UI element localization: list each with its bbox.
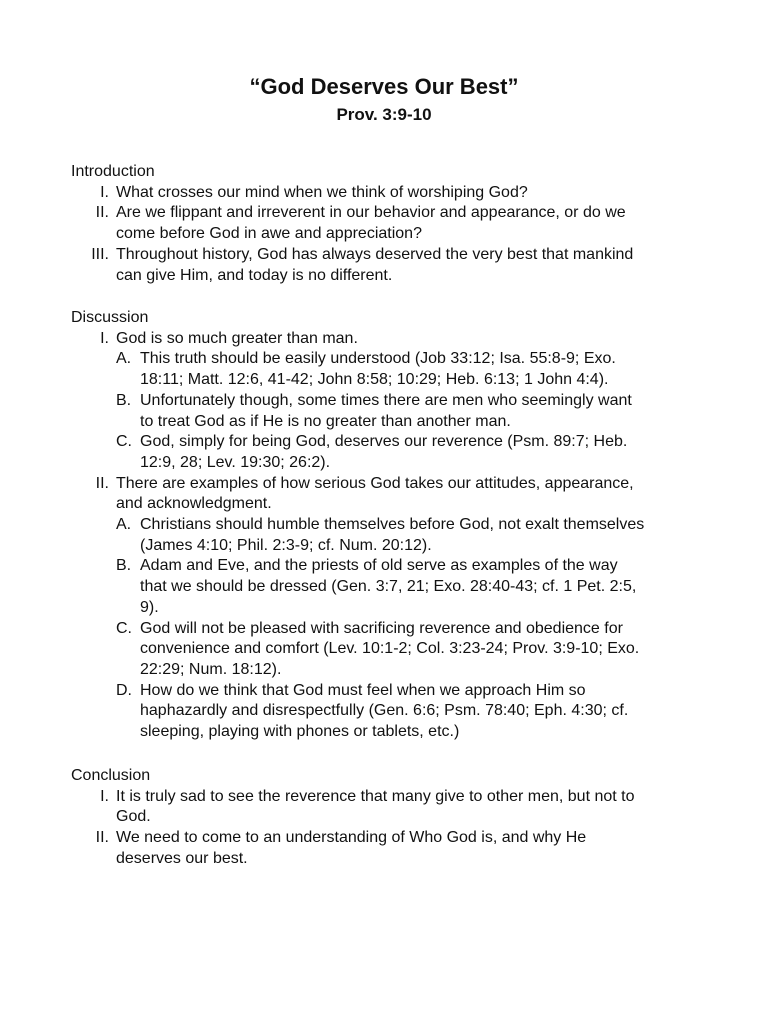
item-text: can give Him, and today is no different. (116, 266, 393, 284)
sub-item-letter: D. (116, 681, 132, 699)
outline-item-line (71, 329, 711, 350)
roman-numeral: II. (95, 204, 109, 222)
outline-item-line (71, 807, 711, 828)
sub-item-line (71, 349, 711, 370)
roman-numeral: II. (95, 829, 109, 847)
roman-numeral: III. (91, 245, 109, 263)
section-heading: Introduction (71, 163, 155, 180)
sub-item-line (71, 660, 711, 681)
roman-numeral: II. (95, 474, 109, 492)
item-text: Throughout history, God has always deserved the very best that mankind (116, 245, 634, 263)
roman-numeral: I. (100, 183, 109, 201)
sub-item-text: God will not be pleased with sacrificing reverence and obedience for (140, 619, 623, 637)
sub-item-text: Adam and Eve, and the priests of old serve as examples of the way (140, 557, 618, 575)
sub-item-text: sleeping, playing with phones or tablets, etc.) (140, 723, 460, 741)
sub-item-line (71, 412, 711, 433)
sub-item-letter: A. (116, 350, 132, 368)
item-text: We need to come to an understanding of Who God is, and why He (116, 829, 587, 847)
sub-item-line (71, 722, 711, 743)
discussion-section (71, 308, 711, 743)
sub-item-line (71, 370, 711, 391)
section-heading: Conclusion (71, 767, 151, 784)
sub-item-line (71, 556, 711, 577)
page-title: “God Deserves Our Best” (249, 74, 519, 99)
item-text: What crosses our mind when we think of worshiping God? (116, 183, 528, 201)
sub-item-letter: C. (116, 433, 132, 451)
sub-item-line (71, 681, 711, 702)
sub-item-line (71, 701, 711, 722)
item-text: There are examples of how serious God takes our attitudes, appearance, (116, 474, 634, 492)
sub-item-line (71, 453, 711, 474)
item-text: Are we flippant and irreverent in our behavior and appearance, or do we (116, 204, 626, 222)
outline-item-line (71, 474, 711, 495)
sub-item-line (71, 577, 711, 598)
outline-item-line (71, 828, 711, 849)
sub-item-text: 18:11; Matt. 12:6, 41-42; John 8:58; 10:29; Heb. 6:13; 1 John 4:4). (140, 371, 609, 389)
sub-item-text: haphazardly and disrespectfully (Gen. 6:6; Psm. 78:40; Eph. 4:30; cf. (140, 702, 629, 720)
sub-item-text: that we should be dressed (Gen. 3:7, 21; Exo. 28:40-43; cf. 1 Pet. 2:5, (140, 578, 637, 596)
sub-item-letter: C. (116, 619, 132, 637)
sub-item-line (71, 515, 711, 536)
roman-numeral: I. (100, 787, 109, 805)
sub-item-text: God, simply for being God, deserves our reverence (Psm. 89:7; Heb. (140, 433, 628, 451)
outline-item-line (71, 183, 711, 204)
sub-item-line (71, 598, 711, 619)
sub-item-text: This truth should be easily understood (Job 33:12; Isa. 55:8-9; Exo. (140, 350, 616, 368)
sub-item-letter: A. (116, 516, 132, 534)
sub-item-text: 22:29; Num. 18:12). (140, 660, 282, 678)
sub-item-letter: B. (116, 391, 132, 409)
sub-item-text: Unfortunately though, some times there are men who seemingly want (140, 391, 632, 409)
item-text: deserves our best. (116, 849, 248, 867)
outline-item-line (71, 849, 711, 870)
item-text: and acknowledgment. (116, 495, 272, 513)
item-text: It is truly sad to see the reverence that many give to other men, but not to (116, 787, 635, 805)
outline-item-line (71, 266, 711, 287)
outline-item-line (71, 787, 711, 808)
sub-item-line (71, 432, 711, 453)
outline-item-line (71, 203, 711, 224)
sub-item-line (71, 391, 711, 412)
section-heading: Discussion (71, 309, 149, 326)
sub-item-text: 9). (140, 598, 159, 616)
introduction-section (71, 162, 711, 286)
outline-item-line (71, 224, 711, 245)
sub-item-text: How do we think that God must feel when we approach Him so (140, 681, 586, 699)
outline-item-line (71, 245, 711, 266)
sub-item-text: (James 4:10; Phil. 2:3-9; cf. Num. 20:12). (140, 536, 432, 554)
sub-item-line (71, 536, 711, 557)
outline-item-line (71, 494, 711, 515)
item-text: God is so much greater than man. (116, 329, 358, 347)
conclusion-section (71, 766, 711, 870)
scripture-reference: Prov. 3:9-10 (336, 105, 432, 124)
sub-item-text: convenience and comfort (Lev. 10:1-2; Col. 3:23-24; Prov. 3:9-10; Exo. (140, 640, 640, 658)
sub-item-line (71, 639, 711, 660)
sub-item-text: to treat God as if He is no greater than another man. (140, 412, 511, 430)
sub-item-line (71, 619, 711, 640)
item-text: God. (116, 808, 151, 826)
sub-item-letter: B. (116, 557, 132, 575)
roman-numeral: I. (100, 329, 109, 347)
sub-item-text: 12:9, 28; Lev. 19:30; 26:2). (140, 453, 331, 471)
item-text: come before God in awe and appreciation? (116, 225, 422, 243)
sub-item-text: Christians should humble themselves before God, not exalt themselves (140, 516, 645, 534)
